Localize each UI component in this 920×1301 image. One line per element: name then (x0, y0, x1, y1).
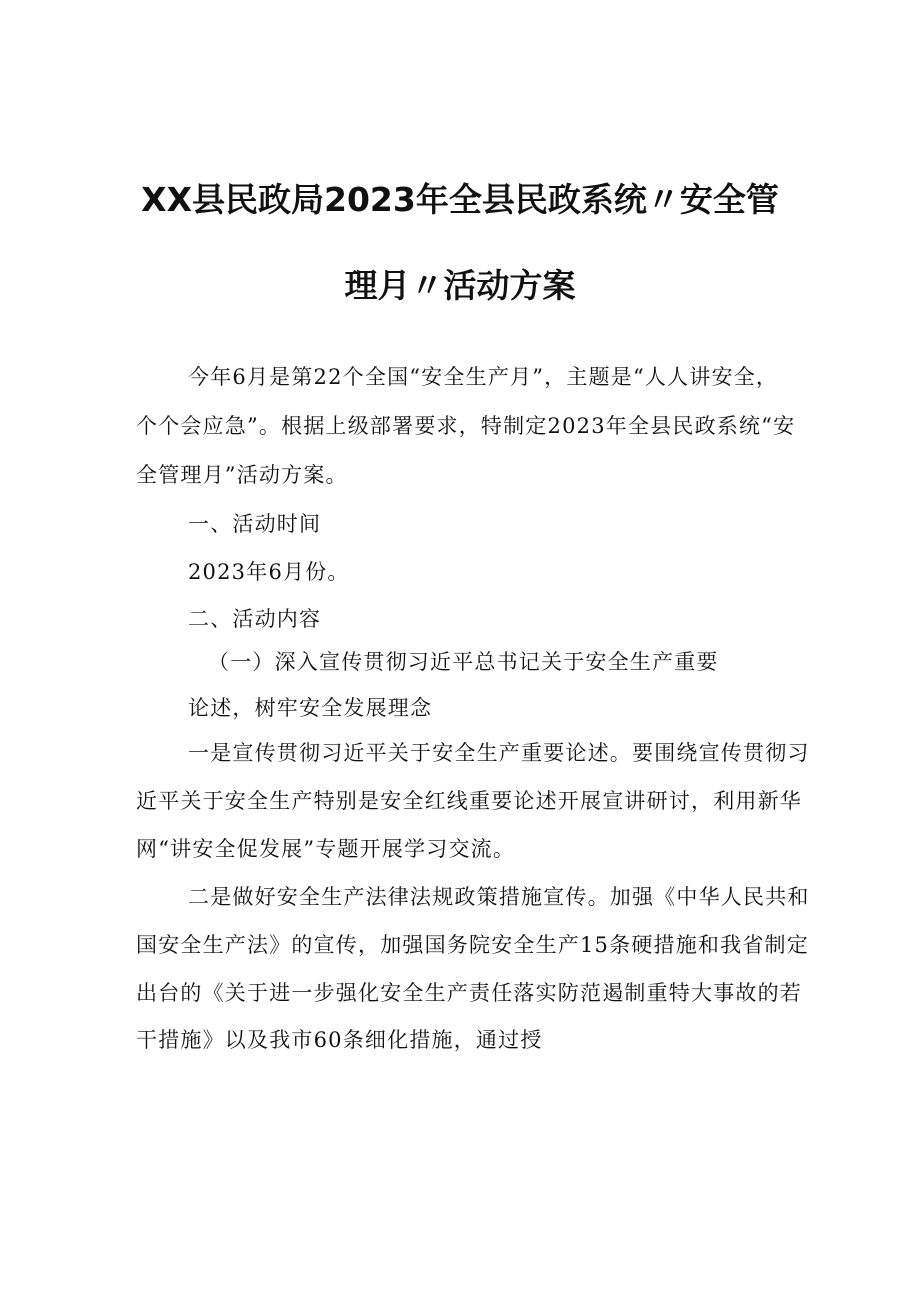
paragraph-one-line-3: 网“讲安全促发展”专题开展学习交流。 (136, 837, 516, 861)
paragraph-intro-line-1: 今年6月是第22个全国“安全生产月”，主题是“人人讲安全， (188, 365, 779, 389)
paragraph-one-line-1: 一是宣传贯彻习近平关于安全生产重要论述。要围绕宣传贯彻习 (188, 741, 810, 765)
subsection-heading-line-1: （一）深入宣传贯彻习近平总书记关于安全生产重要 (208, 650, 719, 674)
document-title-line-1: XX县民政局2023年全县民政系统〃安全管 (141, 180, 779, 219)
paragraph-two-line-3: 出台的《关于进一步强化安全生产责任落实防范遏制重特大事故的若 (136, 981, 802, 1005)
section-heading-activity-time: 一、活动时间 (188, 512, 322, 536)
section-heading-activity-content: 二、活动内容 (188, 607, 322, 631)
subsection-heading-line-2: 论述，树牢安全发展理念 (188, 696, 433, 720)
paragraph-one-line-2: 近平关于安全生产特别是安全红线重要论述开展宣讲研讨，利用新华 (136, 789, 802, 813)
paragraph-intro-line-3: 全管理月”活动方案。 (136, 463, 348, 487)
paragraph-two-line-1: 二是做好安全生产法律法规政策措施宣传。加强《中华人民共和 (188, 885, 810, 909)
paragraph-two-line-4: 干措施》以及我市60条细化措施，通过授 (136, 1028, 543, 1052)
document-title-line-2: 理月〃活动方案 (344, 266, 576, 305)
activity-time-value: 2023年6月份。 (188, 560, 350, 584)
paragraph-two-line-2: 国安全生产法》的宣传，加强国务院安全生产15条硬措施和我省制定 (136, 933, 809, 957)
paragraph-intro-line-2: 个个会应急”。根据上级部署要求，特制定2023年全县民政系统“安 (136, 414, 796, 438)
